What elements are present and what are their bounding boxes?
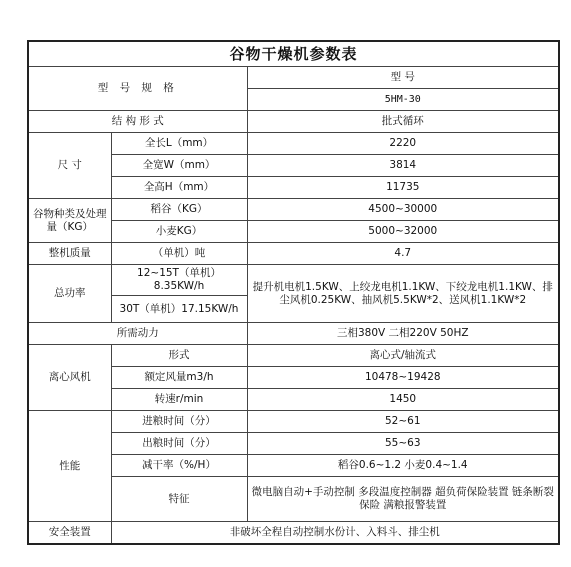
power-condition-1: 12~15T（单机）8.35KW/h [111,265,247,296]
table-title: 谷物干燥机参数表 [28,41,559,67]
structure-value: 批式循环 [247,111,559,133]
rice-value: 4500~30000 [247,199,559,221]
fan-label: 离心风机 [28,345,111,411]
length-value: 2220 [247,133,559,155]
spec-sheet [27,40,558,545]
model-header: 型 号 [247,67,559,89]
supply-row [28,323,559,345]
feature-value: 微电脑自动+手动控制 多段温度控制器 超负荷保险装置 链条断裂保险 满粮报警装置 [247,477,559,522]
rice-row [28,199,559,221]
height-value: 11735 [247,177,559,199]
wheat-label: 小麦KG） [111,221,247,243]
structure-label: 结 构 形 式 [28,111,247,133]
rice-label: 稻谷（KG） [111,199,247,221]
supply-value: 三相380V 二相220V 50HZ [247,323,559,345]
safety-row [28,522,559,545]
drop-label: 减干率（%/H） [111,455,247,477]
safety-value: 非破坏全程自动控制水份计、入料斗、排尘机 [111,522,559,545]
capacity-label: 谷物种类及处理量（KG） [28,199,111,243]
mass-row [28,243,559,265]
feature-label: 特征 [111,477,247,522]
supply-label: 所需动力 [28,323,247,345]
mass-label: 整机质量 [28,243,111,265]
mass-value: 4.7 [247,243,559,265]
in-time-row [28,411,559,433]
size-label: 尺 寸 [28,133,111,199]
fan-form-value: 离心式/轴流式 [247,345,559,367]
length-label: 全长L（mm） [111,133,247,155]
drop-value: 稻谷0.6~1.2 小麦0.4~1.4 [247,455,559,477]
width-value: 3814 [247,155,559,177]
power-label: 总功率 [28,265,111,323]
out-time-value: 55~63 [247,433,559,455]
power-row-1 [28,265,559,296]
height-label: 全高H（mm） [111,177,247,199]
safety-label: 安全装置 [28,522,111,545]
model-value: 5HM-30 [247,89,559,111]
wheat-value: 5000~32000 [247,221,559,243]
structure-row [28,111,559,133]
perf-label: 性能 [28,411,111,522]
width-label: 全宽W（mm） [111,155,247,177]
in-time-label: 进粮时间（分） [111,411,247,433]
fan-speed-value: 1450 [247,389,559,411]
power-value: 提升机电机1.5KW、上绞龙电机1.1KW、下绞龙电机1.1KW、排尘风机0.25KW、抽风机5.5KW*2、送风机1.1KW*2 [247,265,559,323]
fan-form-row [28,345,559,367]
in-time-value: 52~61 [247,411,559,433]
fan-speed-label: 转速r/min [111,389,247,411]
fan-air-value: 10478~19428 [247,367,559,389]
power-condition-2: 30T（单机）17.15KW/h [111,296,247,323]
dryer-spec-table [27,40,560,545]
out-time-label: 出粮时间（分） [111,433,247,455]
model-label: 型 号 规 格 [28,67,247,111]
mass-unit: （单机）吨 [111,243,247,265]
fan-form-label: 形式 [111,345,247,367]
length-row [28,133,559,155]
title-row [28,41,559,67]
model-header-row [28,67,559,89]
fan-air-label: 额定风量m3/h [111,367,247,389]
